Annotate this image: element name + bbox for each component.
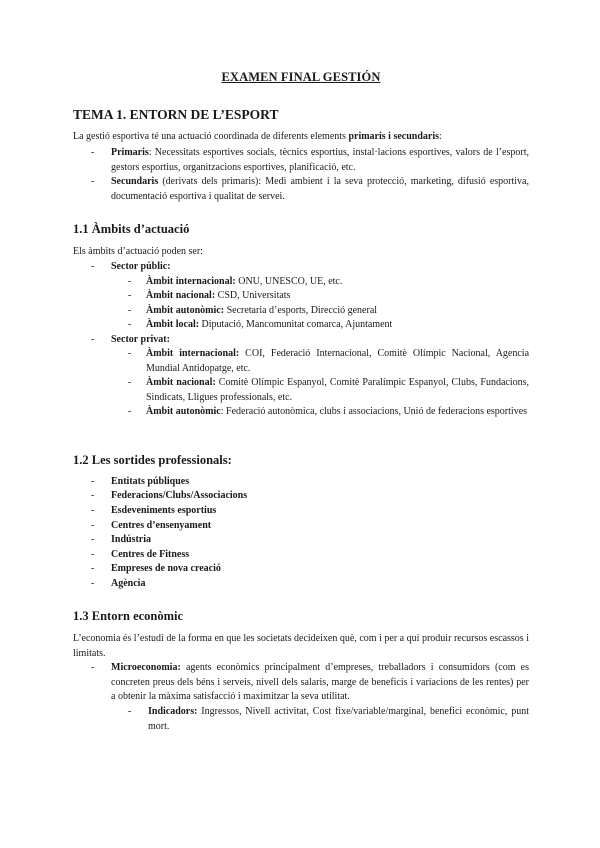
bullet-dash: - bbox=[128, 406, 132, 417]
tema-intro-bold: primaris i secundaris bbox=[348, 131, 440, 142]
bullet-dash: - bbox=[91, 176, 95, 187]
list-item bbox=[128, 347, 529, 376]
list-item-term: Primaris bbox=[111, 147, 149, 158]
bullet-dash: - bbox=[91, 534, 95, 545]
entorn-intro: L’economia és l’estudi de la forma en que les societats decideixen què, com i per a qui produir recursos escassos i limitats. bbox=[73, 633, 529, 659]
list-item-label: Federacions/Clubs/Associacions bbox=[111, 490, 248, 501]
list-item bbox=[91, 519, 529, 534]
bullet-dash: - bbox=[91, 549, 95, 560]
list-item bbox=[128, 318, 529, 333]
list-item-term: Secundaris bbox=[111, 176, 159, 187]
sector-public-label: Sector públic: bbox=[111, 261, 171, 272]
list-item-label: Esdeveniments esportius bbox=[111, 505, 217, 516]
tema-intro-text: La gestió esportiva té una actuació coordinada de diferents elements bbox=[73, 131, 349, 142]
bullet-dash: - bbox=[91, 578, 95, 589]
list-item-text: Ingressos, Nivell activitat, Cost fixe/variable/marginal, benefici econòmic, punt mort. bbox=[148, 706, 529, 732]
list-item-micro bbox=[91, 661, 529, 705]
bullet-dash: - bbox=[128, 305, 132, 316]
list-item-term: Àmbit nacional: bbox=[146, 377, 216, 388]
bullet-dash: - bbox=[91, 147, 95, 158]
bullet-dash: - bbox=[91, 334, 95, 345]
list-item-label: Centres de Fitness bbox=[111, 549, 190, 560]
section-heading-ambits: 1.1 Àmbits d’actuació bbox=[73, 222, 190, 236]
list-item-label: Agència bbox=[111, 578, 146, 589]
list-item bbox=[91, 504, 529, 519]
bullet-dash: - bbox=[91, 520, 95, 531]
sector-public bbox=[91, 260, 529, 275]
list-item bbox=[128, 289, 529, 304]
bullet-dash: - bbox=[128, 348, 132, 359]
list-item-term: Àmbit autonòmic: bbox=[146, 305, 225, 316]
list-item-text: agents econòmics principalment d’empreses, treballadors i consumidors (com es concreten preus dels béns i serveis, nivell dels salaris, marge de beneficis i variacions de les rentes) per a obtenir la màxima satisfacció i maximitzar la seva utilitat. bbox=[111, 662, 529, 702]
list-item-text: CSD, Universitats bbox=[215, 290, 291, 301]
list-item bbox=[91, 548, 529, 563]
bullet-dash: - bbox=[91, 261, 95, 272]
tema-heading: TEMA 1. ENTORN DE L’ESPORT bbox=[73, 107, 279, 122]
sector-private-label: Sector privat: bbox=[111, 334, 170, 345]
bullet-dash: - bbox=[91, 476, 95, 487]
list-item bbox=[91, 562, 529, 577]
list-item-text: Secretaria d’esports, Direcció general bbox=[224, 305, 378, 316]
list-item-indicadors bbox=[128, 705, 529, 734]
bullet-dash: - bbox=[91, 505, 95, 516]
list-item-text: : Necessitats esportives socials, tècnics esportius, instal·lacions esportives, valors de l’esport, gestors esportius, organitzacions esportives, planificació, etc. bbox=[111, 147, 529, 173]
list-item-label: Entitats públiques bbox=[111, 476, 190, 487]
tema-intro bbox=[73, 130, 529, 145]
list-item-label: Empreses de nova creació bbox=[111, 563, 221, 574]
ambits-intro: Els àmbits d’actuació poden ser: bbox=[73, 246, 203, 257]
list-item bbox=[128, 275, 529, 290]
list-item-text: : Federació autonòmica, clubs i associacions, Unió de federacions esportives bbox=[220, 406, 528, 417]
list-item bbox=[91, 577, 529, 592]
bullet-dash: - bbox=[91, 662, 95, 673]
list-item-text: ONU, UNESCO, UE, etc. bbox=[235, 276, 343, 287]
bullet-dash: - bbox=[91, 490, 95, 501]
list-item bbox=[91, 489, 529, 504]
list-item bbox=[128, 376, 529, 405]
sector-private bbox=[91, 333, 529, 348]
list-item-term: Àmbit internacional: bbox=[146, 348, 240, 359]
list-item bbox=[128, 304, 529, 319]
bullet-dash: - bbox=[128, 290, 132, 301]
list-item bbox=[91, 533, 529, 548]
bullet-dash: - bbox=[128, 319, 132, 330]
list-item bbox=[91, 475, 529, 490]
list-item bbox=[128, 405, 529, 420]
section-heading-entorn: 1.3 Entorn econòmic bbox=[73, 609, 184, 623]
list-item-term: Indicadors: bbox=[148, 706, 198, 717]
document-title: EXAMEN FINAL GESTIÓN bbox=[221, 70, 381, 84]
list-item-term: Àmbit autonòmic bbox=[146, 406, 221, 417]
list-item-label: Centres d’ensenyament bbox=[111, 520, 212, 531]
list-item-primaris bbox=[91, 146, 529, 175]
bullet-dash: - bbox=[91, 563, 95, 574]
bullet-dash: - bbox=[128, 276, 132, 287]
list-item-text: COI, Federació Internacional, Comitè Olímpic Nacional, Agencia Mundial Antidopatge, etc. bbox=[146, 348, 530, 374]
tema-intro-end: : bbox=[439, 131, 442, 142]
list-item-label: Indústria bbox=[111, 534, 152, 545]
list-item-secundaris bbox=[91, 175, 529, 204]
list-item-term: Àmbit nacional: bbox=[146, 290, 216, 301]
section-heading-sortides: 1.2 Les sortides professionals: bbox=[73, 453, 232, 467]
bullet-dash: - bbox=[128, 377, 132, 388]
list-item-term: Microeconomia: bbox=[111, 662, 181, 673]
list-item-text: Comitè Olímpic Espanyol, Comitè Paralímpic Espanyol, Clubs, Fundacions, Sindicats, Lligues professionals, etc. bbox=[146, 377, 529, 403]
list-item-term: Àmbit local: bbox=[146, 319, 200, 330]
list-item-term: Àmbit internacional: bbox=[146, 276, 236, 287]
bullet-dash: - bbox=[128, 706, 132, 717]
list-item-text: (derivats dels primaris): Medi ambient i la seva protecció, marketing, difusió esportiva, documentació esportiva i qualitat de servei. bbox=[111, 176, 529, 202]
list-item-text: Diputació, Mancomunitat comarca, Ajuntament bbox=[199, 319, 393, 330]
